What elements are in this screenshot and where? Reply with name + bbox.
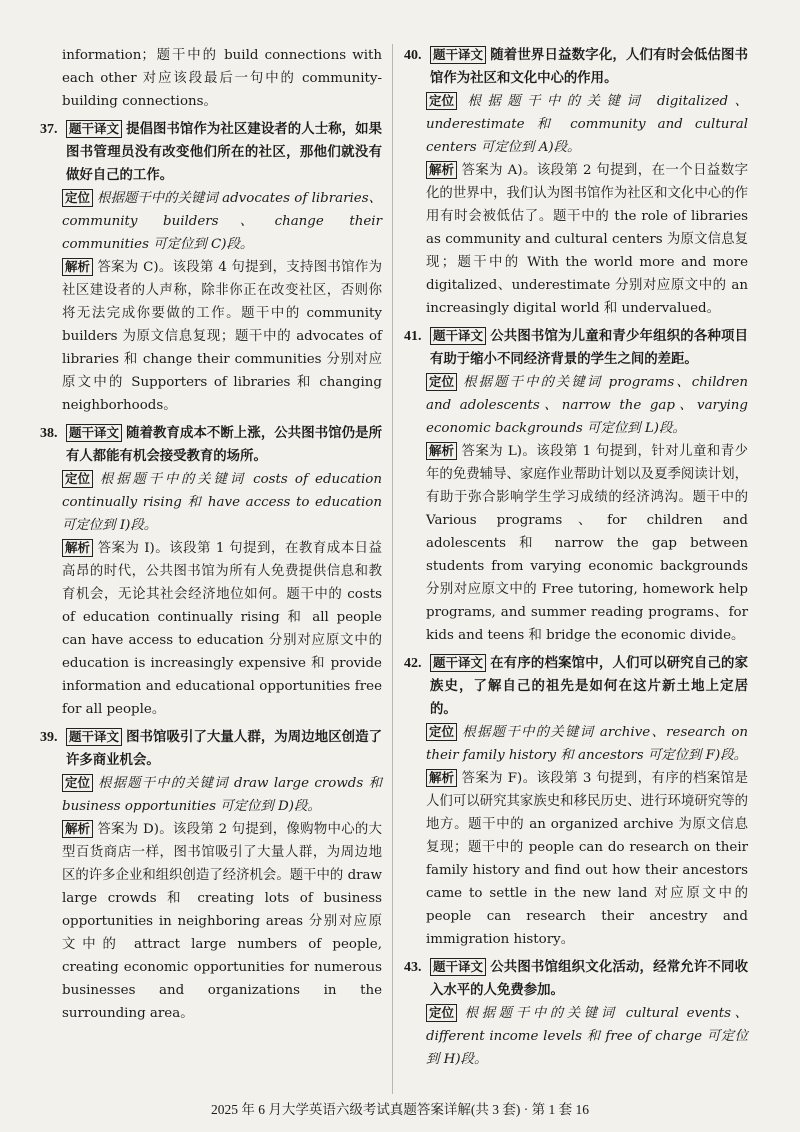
- translation-tag: 题干译文: [430, 46, 486, 64]
- locate-tag: 定位: [426, 1004, 457, 1022]
- analysis-paragraph: [404, 159, 748, 320]
- locate-paragraph: [40, 772, 382, 818]
- locate-text: 根据题干中的关键词 archive、research on their family history 和 ancestors 可定位到 F)段。: [426, 725, 748, 763]
- locate-paragraph: [404, 371, 748, 440]
- question-37: [40, 118, 382, 417]
- locate-text: 根据题干中的关键词 draw large crowds 和 business opportunities 可定位到 D)段。: [62, 776, 382, 814]
- translation-tag: 题干译文: [66, 728, 122, 746]
- translation-tag: 题干译文: [66, 424, 122, 442]
- locate-tag: 定位: [62, 189, 93, 207]
- page-footer: 2025 年 6 月大学英语六级考试真题答案详解(共 3 套) · 第 1 套 16: [211, 1102, 589, 1117]
- locate-text: 根据题干中的关键词 costs of education continually rising 和 have access to education 可定位到 I)段。: [62, 472, 382, 533]
- analysis-text: 答案为 L)。该段第 1 句提到，针对儿童和青少年的免费辅导、家庭作业帮助计划以及夏季阅读计划，有助于弥合影响学生学习成绩的经济鸿沟。题干中的 Various programs、for children and adolescents 和 narrow the gap between students from varying economic backgrounds 分别对应原文中的 Free tutoring, homework help programs, and summer reading programs、for kids and teens 和 bridge the economic divide。: [426, 444, 748, 643]
- analysis-text: 答案为 A)。该段第 2 句提到，在一个日益数字化的世界中，我们认为图书馆作为社区和文化中心的作用有时会被低估了。题干中的 the role of libraries as community and cultural centers 为原文信息复现；题干中的 With the world more and more digitalized、underestimate 分别对应原文中的 an increasingly digital world 和 undervalued。: [426, 163, 748, 316]
- translation-tag: 题干译文: [66, 120, 122, 138]
- locate-tag: 定位: [62, 774, 93, 792]
- analysis-tag: 解析: [426, 442, 457, 460]
- analysis-text: 答案为 I)。该段第 1 句提到，在教育成本日益高昂的时代，公共图书馆为所有人免费提供信息和教育机会，无论其社会经济地位如何。题干中的 costs of education continually rising 和 all people can have access to education 分别对应原文中的 education is increasingly expensive 和 provide information and educational opportunities free for all people。: [62, 541, 382, 717]
- question-42: [404, 652, 748, 951]
- question-translation: 随着教育成本不断上涨，公共图书馆仍是所有人都能有机会接受教育的场所。: [66, 425, 382, 464]
- question-41: [404, 325, 748, 647]
- locate-paragraph: [40, 468, 382, 537]
- analysis-text: 答案为 D)。该段第 2 句提到，像购物中心的大型百货商店一样，图书馆吸引了大量人群，为周边地区的许多企业和组织创造了经济机会。题干中的 draw large crowds 和 creating lots of business opportunities in neighboring areas 分别对应原文中的 attract large numbers of people, creating economic opportunities for numerous businesses and organizations in the surrounding area。: [62, 822, 382, 1021]
- question-translation: 公共图书馆组织文化活动，经常允许不同收入水平的人免费参加。: [430, 959, 748, 998]
- question-number: 42.: [404, 656, 422, 671]
- analysis-tag: 解析: [62, 539, 93, 557]
- question-number: 39.: [40, 730, 58, 745]
- translation-tag: 题干译文: [430, 654, 486, 672]
- question-translation: 随着世界日益数字化，人们有时会低估图书馆作为社区和文化中心的作用。: [430, 47, 748, 86]
- analysis-paragraph: [40, 537, 382, 721]
- analysis-tag: 解析: [426, 769, 457, 787]
- question-translation: 公共图书馆为儿童和青少年组织的各种项目有助于缩小不同经济背景的学生之间的差距。: [430, 328, 748, 367]
- locate-paragraph: [404, 90, 748, 159]
- locate-tag: 定位: [426, 723, 457, 741]
- locate-tag: 定位: [426, 373, 457, 391]
- analysis-paragraph: [404, 440, 748, 647]
- question-translation: 提倡图书馆作为社区建设者的人士称，如果图书管理员没有改变他们所在的社区，那他们就没有做好自己的工作。: [66, 121, 382, 183]
- question-number: 37.: [40, 122, 58, 137]
- locate-tag: 定位: [426, 92, 457, 110]
- locate-paragraph: [40, 187, 382, 256]
- locate-text: 根据题干中的关键词 digitalized、underestimate 和 community and cultural centers 可定位到 A)段。: [426, 94, 748, 155]
- right-column: [404, 44, 748, 1076]
- locate-tag: 定位: [62, 470, 93, 488]
- question-39: [40, 726, 382, 1025]
- continued-text: information；题干中的 build connections with each other 对应该段最后一句中的 community-building connections。: [62, 48, 382, 109]
- question-43: [404, 956, 748, 1071]
- analysis-tag: 解析: [62, 258, 93, 276]
- locate-text: 根据题干中的关键词 programs、children and adolescents、narrow the gap、varying economic backgrounds 可定位到 L)段。: [426, 375, 748, 436]
- analysis-text: 答案为 C)。该段第 4 句提到，支持图书馆作为社区建设者的人声称，除非你正在改变社区，否则你将无法完成你要做的工作。题干中的 community builders 为原文信息复现；题干中的 advocates of libraries 和 change their communities 分别对应原文中的 Supporters of libraries 和 changing neighborhoods。: [62, 260, 382, 413]
- question-number: 40.: [404, 48, 422, 63]
- question-translation: 图书馆吸引了大量人群，为周边地区创造了许多商业机会。: [66, 729, 382, 768]
- question-number: 38.: [40, 426, 58, 441]
- locate-text: 根据题干中的关键词 cultural events、different income levels 和 free of charge 可定位到 H)段。: [426, 1006, 748, 1067]
- question-number: 41.: [404, 329, 422, 344]
- column-divider: [392, 44, 393, 1094]
- translation-tag: 题干译文: [430, 958, 486, 976]
- translation-tag: 题干译文: [430, 327, 486, 345]
- locate-paragraph: [404, 721, 748, 767]
- analysis-tag: 解析: [426, 161, 457, 179]
- analysis-tag: 解析: [62, 820, 93, 838]
- analysis-text: 答案为 F)。该段第 3 句提到，有序的档案馆是人们可以研究其家族史和移民历史、进行环境研究等的地方。题干中的 an organized archive 为原文信息复现；题干中的 people can do research on their family history and find out how their ancestors came to settle in the new land 对应原文中的 people can research their ancestry and immigration history。: [426, 771, 748, 947]
- analysis-paragraph: [40, 818, 382, 1025]
- locate-paragraph: [404, 1002, 748, 1071]
- left-column: [40, 44, 382, 1030]
- question-40: [404, 44, 748, 320]
- question-38: [40, 422, 382, 721]
- analysis-paragraph: [404, 767, 748, 951]
- question-number: 43.: [404, 960, 422, 975]
- locate-text: 根据题干中的关键词 advocates of libraries、community builders、change their communities 可定位到 C)段。: [62, 191, 382, 252]
- analysis-paragraph: [40, 256, 382, 417]
- question-translation: 在有序的档案馆中，人们可以研究自己的家族史，了解自己的祖先是如何在这片新土地上定居的。: [430, 655, 748, 717]
